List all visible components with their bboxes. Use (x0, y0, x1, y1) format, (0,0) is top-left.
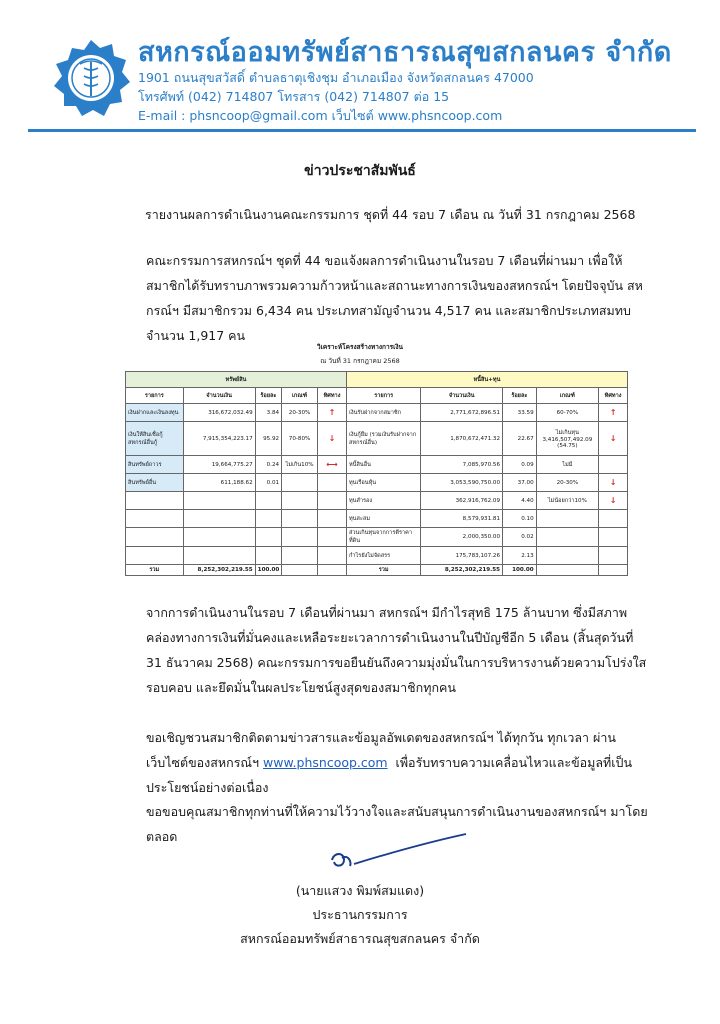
liab-total-pct: 100.00 (503, 565, 537, 576)
trend-down-arrow-icon: ↓ (599, 474, 628, 492)
table-title: วิเคราะห์โครงสร้างทางการเงิน (317, 343, 403, 351)
financial-structure-table (125, 371, 628, 576)
row-criteria (282, 474, 318, 492)
paragraph-invite (90, 725, 650, 800)
assets-group-header: ทรัพย์สิน (126, 372, 347, 388)
org-name: สหกรณ์ออมทรัพย์สาธารณสุขสกลนคร จำกัด (138, 37, 672, 68)
row-pct: 0.10 (503, 510, 537, 528)
row-criteria (536, 528, 598, 547)
row-amount: 362,916,762.09 (421, 492, 503, 510)
paragraph-invite-text: ขอเชิญชวนสมาชิกติดตามข่าวสารและข้อมูลอัพเดตของสหกรณ์ฯ ได้ทุกวัน ทุกเวลา ผ่านเว็บไซต์ของสหกรณ์ฯ (146, 730, 616, 770)
row-criteria: ไม่เกินทุน 3,416,507,492.09 (54.75) (536, 422, 598, 456)
empty-cell (183, 492, 255, 510)
row-item: เงินรับฝากจากสมาชิก (346, 404, 420, 422)
handwritten-signature (320, 828, 470, 878)
signatory-name: (นายแสวง พิมพ์สมแดง) (295, 883, 425, 898)
row-item: เงินฝากและเงินลงทุน (126, 404, 184, 422)
empty-cell (282, 492, 318, 510)
empty-cell (282, 547, 318, 565)
row-amount: 611,188.62 (183, 474, 255, 492)
trend-down-arrow-icon: ↓ (318, 422, 347, 456)
trend-cell (599, 456, 628, 474)
row-amount: 2,771,672,896.51 (421, 404, 503, 422)
row-amount: 1,870,672,471.32 (421, 422, 503, 456)
total-label: รวม (346, 565, 420, 576)
paragraph-results-text: จากการดำเนินงานในรอบ 7 เดือนที่ผ่านมา สหกรณ์ฯ มีกำไรสุทธิ 175 ล้านบาท ซึ่งมีสภาพคล่องทางการเงินที่มั่นคงและเหลือระยะเวลาการดำเนินงานในปีบัญชีอีก 5 เดือน (สิ้นสุดวันที่ 31 ธันวาคม 2568) คณะกรรมการขอยืนยันถึงความมุ่งมั่นในการบริหารงานด้วยความโปร่งใส รอบคอบ และยึดมั่นในผลประโยชน์สูงสุดของสมาชิกทุกคน (146, 605, 647, 695)
empty-cell (183, 528, 255, 547)
row-amount: 3,053,590,750.00 (421, 474, 503, 492)
assets-total: 8,252,302,219.55 (183, 565, 255, 576)
row-amount: 7,915,354,223.17 (183, 422, 255, 456)
col-pct: ร้อยละ (255, 388, 281, 404)
row-criteria: 70-80% (282, 422, 318, 456)
website-link[interactable]: www.phsncoop.com (263, 755, 388, 770)
table-total-row (126, 565, 628, 576)
paragraph-intro-text: คณะกรรมการสหกรณ์ฯ ชุดที่ 44 ขอแจ้งผลการดำเนินงานในรอบ 7 เดือนที่ผ่านมา เพื่อให้สมาชิกได้รับทราบภาพรวมความก้าวหน้าและสถานะทางการเงินของสหกรณ์ฯ โดยปัจจุบัน สหกรณ์ฯ มีสมาชิกรวม 6,434 คน ประเภทสามัญจำนวน 4,517 คน และสมาชิกประเภทสมทบจำนวน 1,917 คน (146, 253, 643, 343)
row-item: สินทรัพย์อื่น (126, 474, 184, 492)
row-amount: 8,579,931.81 (421, 510, 503, 528)
table-row (126, 492, 628, 510)
paragraph-results (90, 600, 650, 700)
org-address: 1901 ถนนสุขสวัสดิ์ ตำบลธาตุเชิงชุม อำเภอเมือง จังหวัดสกลนคร 47000 (138, 70, 534, 85)
row-pct: 0.01 (255, 474, 281, 492)
trend-lr-arrow-icon: ⟷ (318, 456, 347, 474)
row-amount: 175,783,107.26 (421, 547, 503, 565)
table-row (126, 528, 628, 547)
paragraph-intro (90, 248, 650, 348)
row-item: กำไรยังไม่จัดสรร (346, 547, 420, 565)
signatory-position: ประธานกรรมการ (312, 907, 408, 922)
row-criteria: ไม่เกิน10% (282, 456, 318, 474)
row-pct: 2.13 (503, 547, 537, 565)
row-criteria: 20-30% (536, 474, 598, 492)
row-pct: 3.84 (255, 404, 281, 422)
row-criteria (536, 547, 598, 565)
empty-cell (126, 492, 184, 510)
col-criteria: เกณฑ์ (536, 388, 598, 404)
cooperative-logo-icon (50, 38, 132, 120)
row-criteria: 60-70% (536, 404, 598, 422)
row-pct: 4.40 (503, 492, 537, 510)
row-pct: 0.02 (503, 528, 537, 547)
empty-cell (255, 510, 281, 528)
row-item: เงินให้สินเชื่อกู้ สหกรณ์อื่นกู้ (126, 422, 184, 456)
row-criteria: ไม่มี (536, 456, 598, 474)
col-pct: ร้อยละ (503, 388, 537, 404)
row-pct: 37.00 (503, 474, 537, 492)
trend-up-arrow-icon: ↑ (599, 404, 628, 422)
table-date: ณ วันที่ 31 กรกฎาคม 2568 (320, 357, 400, 365)
table-row (126, 474, 628, 492)
empty-cell (126, 547, 184, 565)
empty-cell (183, 547, 255, 565)
row-criteria: 20-30% (282, 404, 318, 422)
row-criteria: ไม่น้อยกว่า10% (536, 492, 598, 510)
table-body (126, 404, 628, 565)
row-pct: 22.67 (503, 422, 537, 456)
row-item: หนี้สินอื่น (346, 456, 420, 474)
empty-cell (255, 528, 281, 547)
empty-cell (318, 510, 347, 528)
row-item: ส่วนเกินทุนจากการตีราคาที่ดิน (346, 528, 420, 547)
liab-total: 8,252,302,219.55 (421, 565, 503, 576)
empty-cell (255, 547, 281, 565)
table-row (126, 510, 628, 528)
org-email-web: E-mail : phsncoop@gmail.com เว็บไซต์ www.phsncoop.com (138, 108, 503, 123)
row-pct: 33.59 (503, 404, 537, 422)
trend-cell (599, 510, 628, 528)
paragraph-invite-text-2: เพื่อรับทราบความเคลื่อนไหวและข้อมูลที่เป็นประโยชน์อย่างต่อเนื่อง (146, 755, 633, 795)
header-divider (28, 129, 696, 132)
trend-up-arrow-icon: ↑ (318, 404, 347, 422)
row-criteria (536, 510, 598, 528)
report-line: รายงานผลการดำเนินงานคณะกรรมการ ชุดที่ 44 รอบ 7 เดือน ณ วันที่ 31 กรกฎาคม 2568 (145, 207, 636, 222)
table-row (126, 456, 628, 474)
col-item: รายการ (346, 388, 420, 404)
col-trend: ทิศทาง (318, 388, 347, 404)
row-pct: 0.09 (503, 456, 537, 474)
empty-cell (318, 547, 347, 565)
empty-cell (126, 510, 184, 528)
total-label: รวม (126, 565, 184, 576)
trend-cell (599, 528, 628, 547)
row-item: ทุนสะสม (346, 510, 420, 528)
row-item: ทุนสำรอง (346, 492, 420, 510)
trend-down-arrow-icon: ↓ (599, 492, 628, 510)
empty-cell (318, 528, 347, 547)
col-criteria: เกณฑ์ (282, 388, 318, 404)
trend-cell (599, 547, 628, 565)
row-amount: 7,085,970.56 (421, 456, 503, 474)
col-amount: จำนวนเงิน (183, 388, 255, 404)
row-amount: 316,672,032.49 (183, 404, 255, 422)
empty-cell (282, 510, 318, 528)
paragraph-thanks-text: ขอขอบคุณสมาชิกทุกท่านที่ให้ความไว้วางใจและสนับสนุนการดำเนินงานของสหกรณ์ฯ มาโดยตลอด (146, 804, 648, 844)
empty-cell (255, 492, 281, 510)
row-pct: 0.24 (255, 456, 281, 474)
row-item: ทุนเรือนหุ้น (346, 474, 420, 492)
org-phone: โทรศัพท์ (042) 714807 โทรสาร (042) 714807 ต่อ 15 (138, 89, 450, 104)
col-item: รายการ (126, 388, 184, 404)
liabilities-group-header: หนี้สิน+ทุน (346, 372, 627, 388)
col-amount: จำนวนเงิน (421, 388, 503, 404)
row-item: สินทรัพย์ถาวร (126, 456, 184, 474)
row-amount: 19,664,775.27 (183, 456, 255, 474)
trend-down-arrow-icon: ↓ (599, 422, 628, 456)
col-trend: ทิศทาง (599, 388, 628, 404)
row-item: เงินกู้ยืม (รวมเงินรับฝากจากสหกรณ์อื่น) (346, 422, 420, 456)
row-pct: 95.92 (255, 422, 281, 456)
document-title: ข่าวประชาสัมพันธ์ (304, 163, 416, 179)
trend-cell (318, 474, 347, 492)
empty-cell (126, 528, 184, 547)
assets-total-pct: 100.00 (255, 565, 281, 576)
empty-cell (282, 528, 318, 547)
empty-cell (183, 510, 255, 528)
row-amount: 2,000,350.00 (421, 528, 503, 547)
table-row (126, 547, 628, 565)
empty-cell (318, 492, 347, 510)
table-row (126, 404, 628, 422)
table-row (126, 422, 628, 456)
signatory-org: สหกรณ์ออมทรัพย์สาธารณสุขสกลนคร จำกัด (240, 931, 480, 946)
